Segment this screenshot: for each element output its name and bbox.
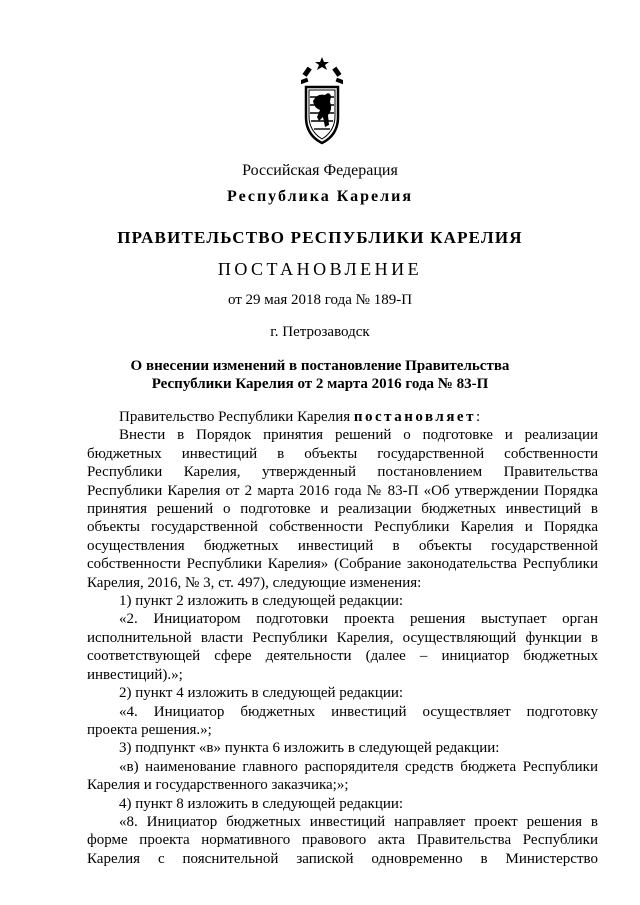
intro-paragraph bbox=[87, 408, 598, 426]
body-line: Карелия с пояснительной запиской одновременно в Министерство bbox=[87, 850, 598, 867]
coat-of-arms-icon bbox=[301, 55, 343, 147]
body-line: «2. Инициатором подготовки проекта решения выступает орган bbox=[119, 611, 598, 628]
body-line: «в) наименование главного распорядителя средств бюджета Республики bbox=[119, 758, 598, 775]
body-line: Республики Карелия, утвержденный постановлением Правительства bbox=[87, 464, 598, 481]
intro-suffix: : bbox=[475, 409, 481, 425]
document-title-line-1: О внесении изменений в постановление Правительства bbox=[130, 358, 510, 374]
body-line: 1) пункт 2 изложить в следующей редакции: bbox=[119, 593, 404, 610]
date-number: от 29 мая 2018 года № 189-П bbox=[227, 292, 413, 308]
country-name: Российская Федерация bbox=[242, 162, 398, 179]
intro-prefix: Правительство Республики Карелия bbox=[119, 409, 354, 425]
body-line: соответствующей сфере деятельности (далее – инициатор бюджетных bbox=[87, 648, 598, 665]
body-line: Карелия и государственного заказчика;»; bbox=[87, 777, 349, 794]
city: г. Петрозаводск bbox=[270, 324, 370, 340]
body-line: Карелия, 2016, № 3, ст. 497), следующие изменения: bbox=[87, 574, 422, 591]
body-line: 2) пункт 4 изложить в следующей редакции: bbox=[119, 685, 404, 702]
document-title-line-2: Республики Карелия от 2 марта 2016 года № 83-П bbox=[151, 376, 489, 392]
body-line: исполнительной власти Республики Карелия, осуществляющий функции в bbox=[87, 629, 598, 646]
body-line: проекта решения.»; bbox=[87, 721, 212, 738]
body-line: осуществления бюджетных инвестиций в объекты государственной bbox=[87, 537, 598, 554]
intro-keyword: постановляет bbox=[353, 409, 476, 425]
body-line: 4) пункт 8 изложить в следующей редакции: bbox=[119, 795, 404, 812]
body-line: собственности Республики Карелия» (Собрание законодательства Республики bbox=[87, 556, 598, 573]
body-line: «8. Инициатор бюджетных инвестиций направляет проект решения в bbox=[119, 813, 598, 830]
republic-name: Республика Карелия bbox=[227, 188, 413, 205]
body-line: объекты государственной собственности Республики Карелия и Порядка bbox=[87, 519, 598, 536]
body-line: Республики Карелия от 2 марта 2016 года № 83-П «Об утверждении Порядка bbox=[87, 482, 598, 499]
document-body bbox=[87, 408, 598, 868]
government-name: ПРАВИТЕЛЬСТВО РЕСПУБЛИКИ КАРЕЛИЯ bbox=[117, 228, 523, 247]
body-line: бюджетных инвестиций в объекты государственной собственности bbox=[87, 445, 598, 462]
body-line: 3) подпункт «в» пункта 6 изложить в следующей редакции: bbox=[119, 740, 500, 757]
body-line: принятия решений о подготовке и реализации бюджетных инвестиций в bbox=[87, 501, 598, 518]
document-type: ПОСТАНОВЛЕНИЕ bbox=[217, 259, 423, 279]
body-line: «4. Инициатор бюджетных инвестиций осуществляет подготовку bbox=[119, 703, 598, 720]
body-line: инвестиций).»; bbox=[87, 666, 183, 683]
body-line: Внести в Порядок принятия решений о подготовке и реализации bbox=[119, 427, 598, 444]
body-line: форме проекта нормативного правового акта Правительства Республики bbox=[87, 832, 598, 849]
